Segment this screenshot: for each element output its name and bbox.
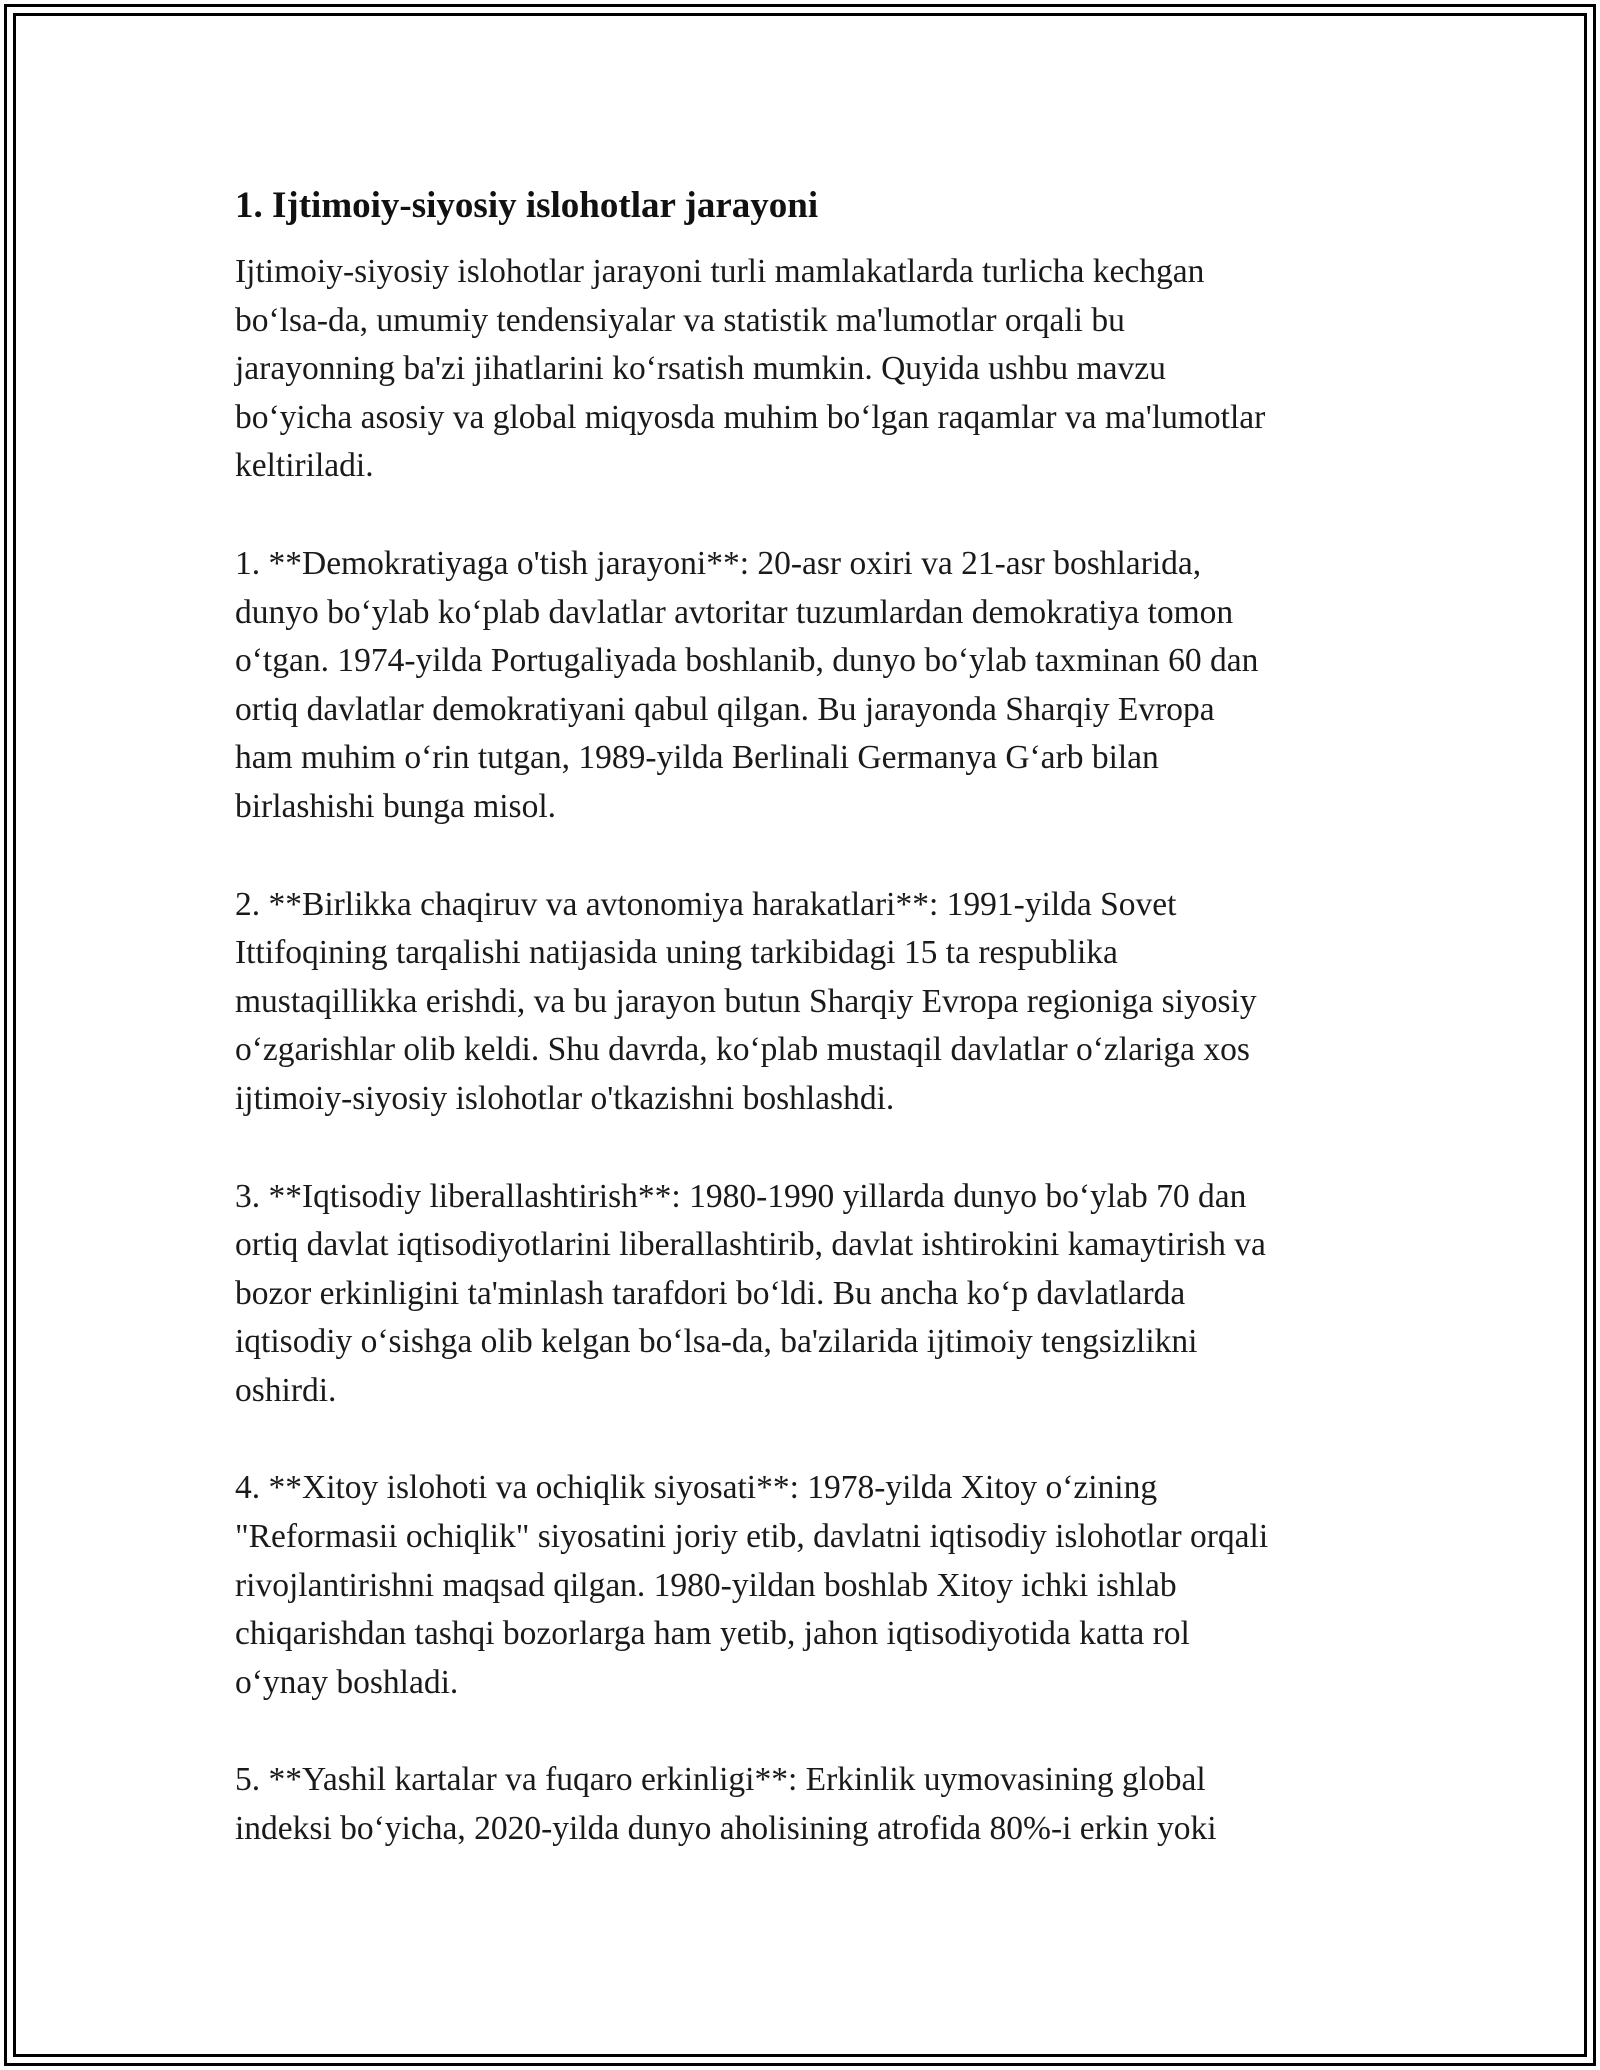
paragraph-4-china-reform: 4. **Xitoy islohoti va ochiqlik siyosati**: 1978-yilda Xitoy o‘zining "Reformasii ochiqlik" siyosatini joriy etib, davlatni iqtisodiy islohotlar orqali rivojlantirishni maqsad qilgan. 1980-yildan boshlab Xitoy ichki ishlab chiqarishdan tashqi bozorlarga ham yetib, jahon iqtisodiyotida katta rol o‘ynay boshladi.: [235, 1469, 1269, 1701]
document-body: [235, 182, 1385, 1903]
intro-paragraph: Ijtimoiy-siyosiy islohotlar jarayoni turli mamlakatlarda turlicha kechgan bo‘lsa-da, umumiy tendensiyalar va statistik ma'lumotlar orqali bu jarayonning ba'zi jihatlarini ko‘rsatish mumkin. Quyida ushbu mavzu bo‘yicha asosiy va global miqyosda muhim bo‘lgan raqamlar va ma'lumotlar keltiriladi.: [235, 253, 1266, 485]
paragraph-2-autonomy-movements: 2. **Birlikka chaqiruv va avtonomiya harakatlari**: 1991-yilda Sovet Ittifoqining tarqalishi natijasida uning tarkibidagi 15 ta respublika mustaqillikka erishdi, va bu jarayon butun Sharqiy Evropa regioniga siyosiy o‘zgarishlar olib keldi. Shu davrda, ko‘plab mustaqil davlatlar o‘zlariga xos ijtimoiy-siyosiy islohotlar o'tkazishni boshlashdi.: [235, 885, 1257, 1117]
paragraph-3-economic-liberalization: 3. **Iqtisodiy liberallashtirish**: 1980-1990 yillarda dunyo bo‘ylab 70 dan ortiq davlat iqtisodiyotlarini liberallashtirib, davlat ishtirokini kamaytirish va bozor erkinligini ta'minlash tarafdori bo‘ldi. Bu ancha ko‘p davlatlarda iqtisodiy o‘sishga olib kelgan bo‘lsa-da, ba'zilarida ijtimoiy tengsizlikni oshirdi.: [235, 1177, 1266, 1409]
paragraph-5-civil-liberties: 5. **Yashil kartalar va fuqaro erkinligi**: Erkinlik uymovasining global indeksi bo‘yicha, 2020-yilda dunyo aholisining atrofida 80%-i erkin yoki: [235, 1761, 1217, 1848]
paragraph-1-democratization: 1. **Demokratiyaga o'tish jarayoni**: 20-asr oxiri va 21-asr boshlarida, dunyo bo‘ylab ko‘plab davlatlar avtoritar tuzumlardan demokratiya tomon o‘tgan. 1974-yilda Portugaliyada boshlanib, dunyo bo‘ylab taxminan 60 dan ortiq davlatlar demokratiyani qabul qilgan. Bu jarayonda Sharqiy Evropa ham muhim o‘rin tutgan, 1989-yilda Berlinali Germanya G‘arb bilan birlashishi bunga misol.: [235, 544, 1259, 825]
document-title: 1. Ijtimoiy-siyosiy islohotlar jarayoni: [235, 185, 819, 226]
